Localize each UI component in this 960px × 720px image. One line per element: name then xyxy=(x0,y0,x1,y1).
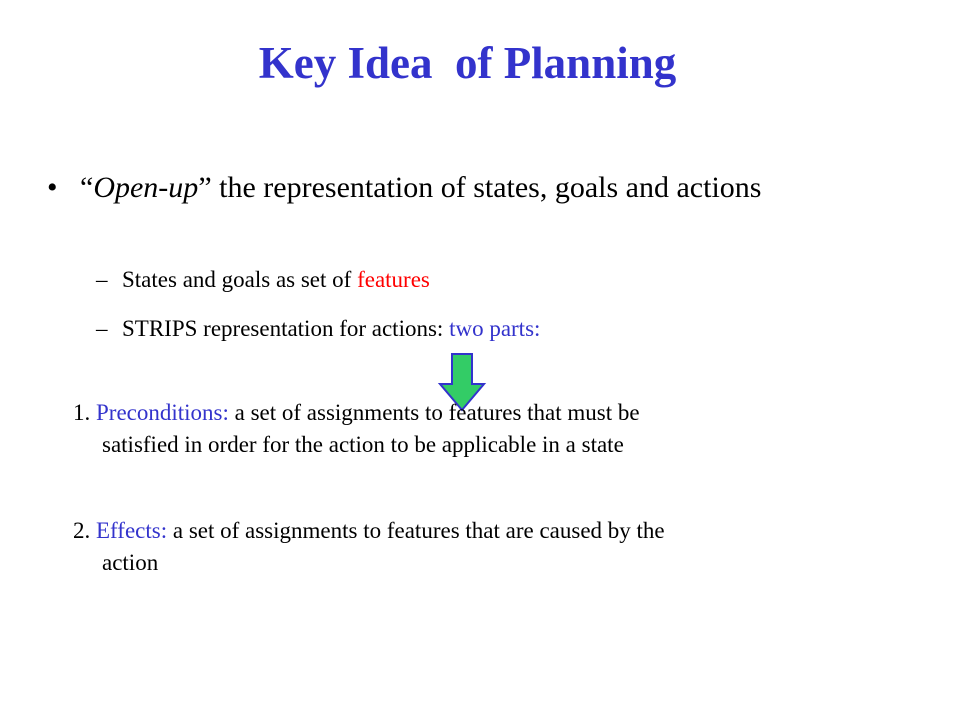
numbered-item-preconditions xyxy=(73,397,640,461)
slide-title: Key Idea of Planning xyxy=(258,38,677,88)
close-quote: ” xyxy=(198,171,212,204)
sub-text: States and goals as set of xyxy=(122,267,358,292)
open-quote: “ xyxy=(80,171,94,204)
sub-dash: – xyxy=(96,267,108,292)
item-number: 2. xyxy=(73,518,96,543)
item-line1: a set of assignments to features that must be xyxy=(228,400,640,425)
main-bullet-text xyxy=(80,166,840,210)
item-line2: satisfied in order for the action to be applicable in a state xyxy=(102,432,624,457)
two-parts-highlight: two parts: xyxy=(449,316,541,341)
open-up-emphasis: Open-up xyxy=(93,171,199,204)
sub-text: STRIPS representation for actions: xyxy=(122,316,450,341)
item-line2: action xyxy=(102,550,159,575)
numbered-item-effects xyxy=(73,515,665,579)
sub-item-states-goals xyxy=(96,265,430,295)
preconditions-term: Preconditions: xyxy=(96,400,229,425)
sub-item-strips xyxy=(96,314,540,344)
item-number: 1. xyxy=(73,400,96,425)
features-highlight: features xyxy=(357,267,430,292)
bullet-dot: • xyxy=(47,171,58,204)
sub-dash: – xyxy=(96,316,108,341)
item-line1: a set of assignments to features that are caused by the xyxy=(167,518,665,543)
effects-term: Effects: xyxy=(96,518,168,543)
bullet-rest: the representation of states, goals and actions xyxy=(211,171,762,204)
